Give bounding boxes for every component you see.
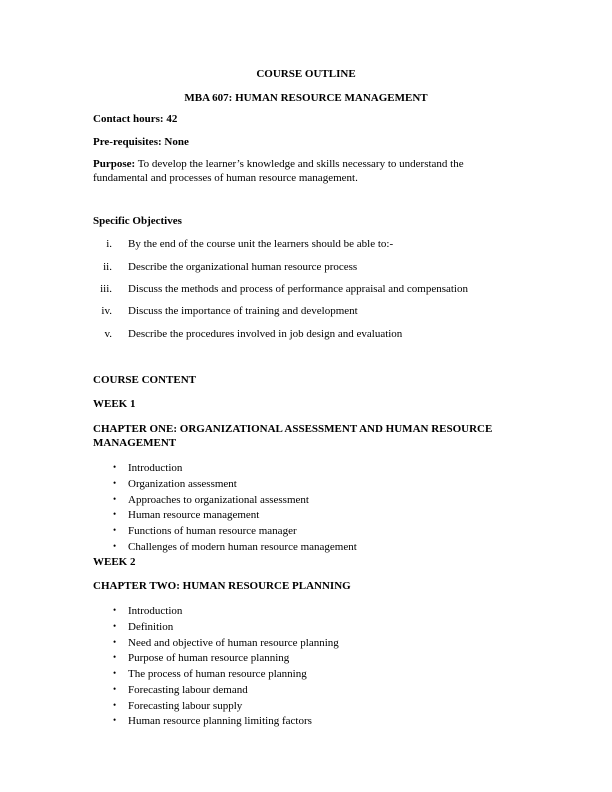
bullet-icon: •	[113, 700, 117, 710]
bullet-icon: •	[113, 715, 117, 725]
document-title: COURSE OUTLINE	[256, 68, 356, 80]
bullet-icon: •	[113, 509, 117, 519]
objective-number: v.	[104, 328, 112, 340]
bullet-icon: •	[113, 605, 117, 615]
objective-text: Discuss the importance of training and development	[128, 305, 358, 317]
topic-text: Definition	[128, 621, 174, 633]
topic-text: Functions of human resource manager	[128, 525, 297, 537]
objective-text: Discuss the methods and process of performance appraisal and compensation	[128, 283, 468, 295]
topic-text: Purpose of human resource planning	[128, 652, 290, 664]
topic-text: Organization assessment	[128, 478, 237, 490]
topic-text: Human resource planning limiting factors	[128, 715, 312, 727]
purpose-text: To develop the learner’s knowledge and skills necessary to understand the fundamental and processes of human resource management.	[93, 158, 464, 184]
topic-text: Introduction	[128, 605, 183, 617]
objective-text: Describe the procedures involved in job design and evaluation	[128, 328, 403, 340]
prerequisites: Pre-requisites: None	[93, 136, 189, 148]
chapter-two-title: CHAPTER TWO: HUMAN RESOURCE PLANNING	[93, 580, 351, 592]
objective-number: iv.	[101, 305, 112, 317]
topic-text: Human resource management	[128, 509, 260, 521]
purpose-label: Purpose:	[93, 158, 136, 170]
topic-text: Forecasting labour supply	[128, 700, 243, 712]
course-content-heading: COURSE CONTENT	[93, 374, 196, 386]
chapter-one-title-line1: CHAPTER ONE: ORGANIZATIONAL ASSESSMENT AND HUMAN RESOURCE	[93, 423, 493, 435]
topic-text: Approaches to organizational assessment	[128, 494, 309, 506]
bullet-icon: •	[113, 478, 117, 488]
contact-hours: Contact hours: 42	[93, 113, 178, 125]
bullet-icon: •	[113, 541, 117, 551]
topic-text: Challenges of modern human resource management	[128, 541, 357, 553]
topic-text: Need and objective of human resource planning	[128, 637, 339, 649]
course-title: MBA 607: HUMAN RESOURCE MANAGEMENT	[184, 92, 428, 104]
bullet-icon: •	[113, 621, 117, 631]
topic-text: Introduction	[128, 462, 183, 474]
bullet-icon: •	[113, 684, 117, 694]
bullet-icon: •	[113, 525, 117, 535]
week-1-label: WEEK 1	[93, 398, 136, 410]
purpose-paragraph	[93, 157, 493, 185]
bullet-icon: •	[113, 652, 117, 662]
bullet-icon: •	[113, 668, 117, 678]
topic-text: The process of human resource planning	[128, 668, 307, 680]
bullet-icon: •	[113, 494, 117, 504]
bullet-icon: •	[113, 462, 117, 472]
objective-text: Describe the organizational human resource process	[128, 261, 358, 273]
bullet-icon: •	[113, 637, 117, 647]
topic-text: Forecasting labour demand	[128, 684, 248, 696]
objective-number: iii.	[100, 283, 112, 295]
objective-text: By the end of the course unit the learners should be able to:-	[128, 238, 394, 250]
week-2-label: WEEK 2	[93, 556, 136, 568]
objective-number: i.	[106, 238, 112, 250]
chapter-one-title-line2: MANAGEMENT	[93, 437, 177, 449]
objective-number: ii.	[103, 261, 112, 273]
objectives-heading: Specific Objectives	[93, 215, 182, 227]
